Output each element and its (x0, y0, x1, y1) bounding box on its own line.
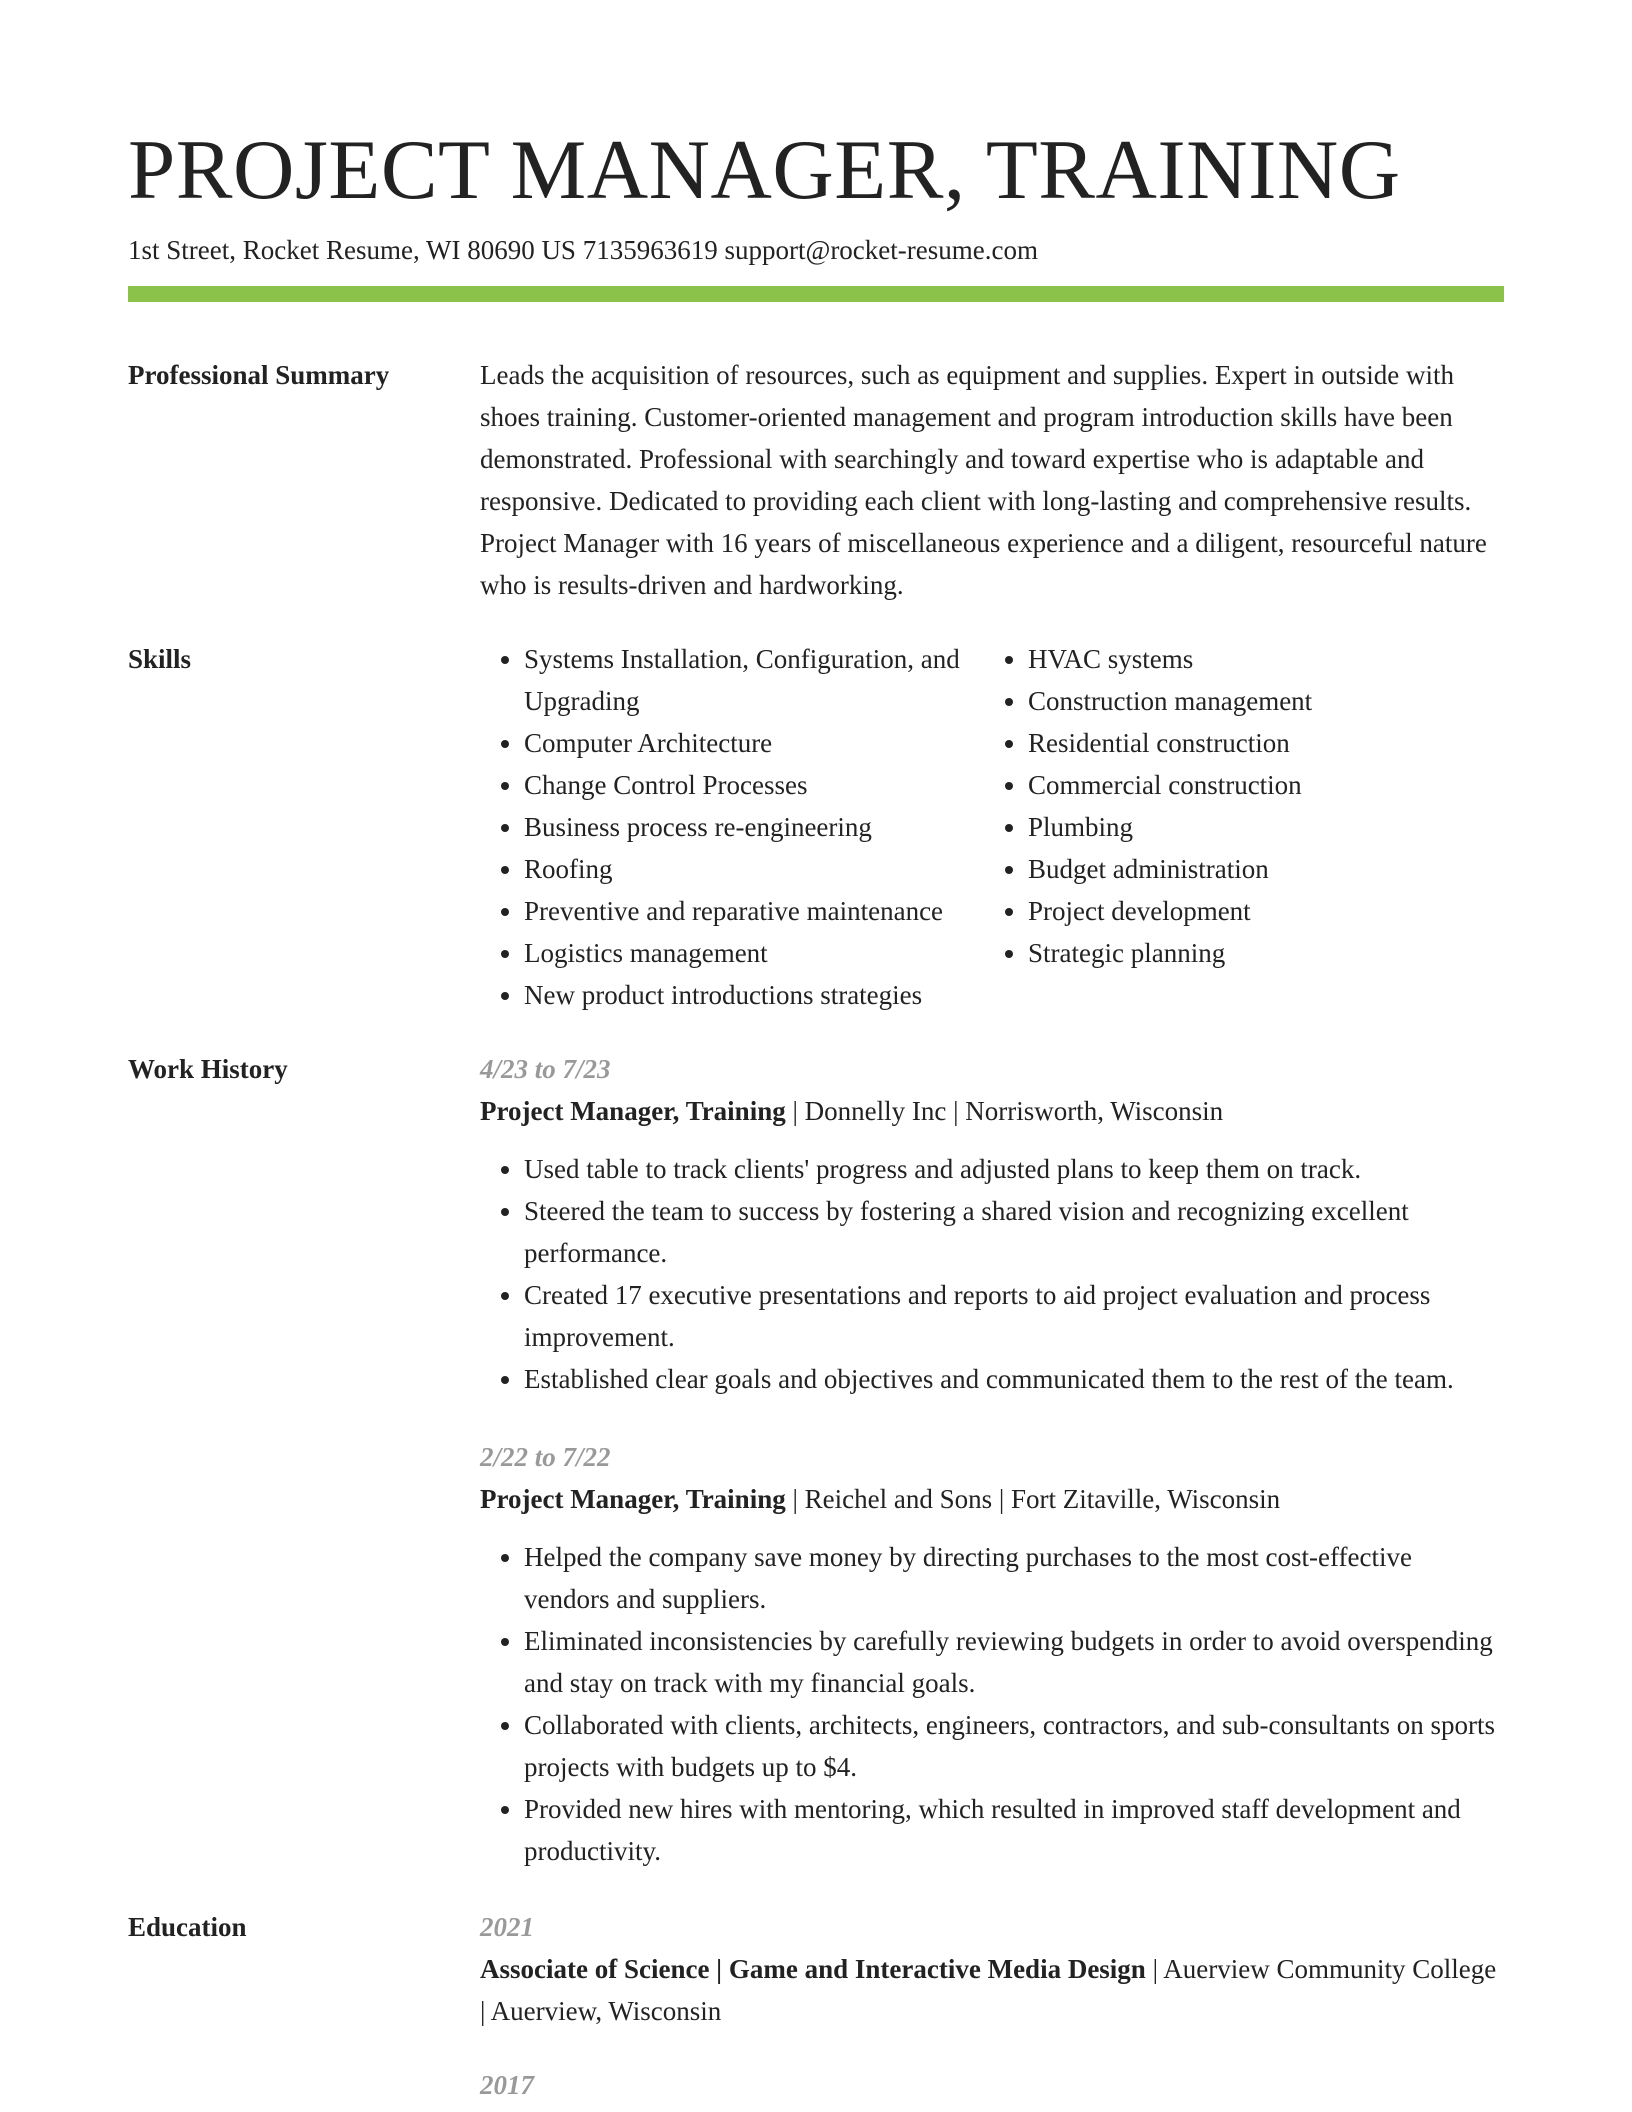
skill-item: • Commercial construction (1028, 764, 1504, 806)
job-bullet: • Provided new hires with mentoring, which resulted in improved staff development and productivity. (524, 1788, 1504, 1872)
skill-item: • Computer Architecture (524, 722, 984, 764)
skill-item: • Business process re-engineering (524, 806, 984, 848)
job-bullets (480, 1148, 1504, 1400)
skills-column-1 (480, 638, 984, 1016)
section-label: Professional Summary (128, 360, 390, 390)
job-bullet: • Collaborated with clients, architects, engineers, contractors, and sub-consultants on sports projects with budgets up to $4. (524, 1704, 1504, 1788)
skill-item: • Roofing (524, 848, 984, 890)
job-bullet: • Helped the company save money by directing purchases to the most cost-effective vendors and suppliers. (524, 1536, 1504, 1620)
education-degree: Associate of Science | Game and Interactive Media Design (480, 1954, 1146, 1984)
education-line (480, 1948, 1504, 2032)
education-entry (480, 2064, 1504, 2106)
section-professional-summary (128, 354, 1504, 606)
job-role-line (480, 1478, 1504, 1520)
skill-item: • Preventive and reparative maintenance (524, 890, 984, 932)
job-bullet: • Eliminated inconsistencies by carefully reviewing budgets in order to avoid overspending and stay on track with my financial goals. (524, 1620, 1504, 1704)
skill-item: • Systems Installation, Configuration, and Upgrading (524, 638, 984, 722)
section-skills (128, 638, 1504, 1016)
job-role-line (480, 1090, 1504, 1132)
job-bullet: • Created 17 executive presentations and reports to aid project evaluation and process improvement. (524, 1274, 1504, 1358)
summary-text: Leads the acquisition of resources, such as equipment and supplies. Expert in outside with shoes training. Customer-oriented management and program introduction skills have been demonstrated. Professional with searchingly and toward expertise who is adaptable and responsive. Dedicated to providing each client with long-lasting and comprehensive results. Project Manager with 16 years of miscellaneous experience and a diligent, resourceful nature who is results-driven and hardworking. (480, 360, 1487, 600)
education-details: | Auerview Community College | Auerview, Wisconsin (480, 1954, 1497, 2026)
contact-line: 1st Street, Rocket Resume, WI 80690 US 7135963619 support@rocket-resume.com (128, 235, 1038, 265)
section-label: Skills (128, 644, 192, 674)
skill-item: • HVAC systems (1028, 638, 1504, 680)
education-date: 2021 (480, 1912, 534, 1942)
job-title: Project Manager, Training (480, 1484, 786, 1514)
job-bullet: • Steered the team to success by fostering a shared vision and recognizing excellent performance. (524, 1190, 1504, 1274)
skill-item: • Budget administration (1028, 848, 1504, 890)
job-details: | Donnelly Inc | Norrisworth, Wisconsin (785, 1096, 1224, 1126)
job-bullet: • Established clear goals and objectives and communicated them to the rest of the team. (524, 1358, 1504, 1400)
job-bullets (480, 1536, 1504, 1872)
job-bullet: • Used table to track clients' progress and adjusted plans to keep them on track. (524, 1148, 1504, 1190)
education-entry (480, 1906, 1504, 2032)
job-dates: 2/22 to 7/22 (480, 1442, 611, 1472)
skill-item: • Logistics management (524, 932, 984, 974)
job-title: Project Manager, Training (480, 1096, 786, 1126)
section-education (128, 1906, 1504, 2106)
skill-item: • Change Control Processes (524, 764, 984, 806)
skill-item: • Construction management (1028, 680, 1504, 722)
skill-item: • New product introductions strategies (524, 974, 984, 1016)
job-dates: 4/23 to 7/23 (480, 1054, 611, 1084)
section-label: Education (128, 1912, 247, 1942)
candidate-name: PROJECT MANAGER, TRAINING (128, 123, 1401, 217)
job-entry (480, 1436, 1504, 1872)
skill-item: • Residential construction (1028, 722, 1504, 764)
job-details: | Reichel and Sons | Fort Zitaville, Wisconsin (785, 1484, 1281, 1514)
skill-item: • Strategic planning (1028, 932, 1504, 974)
section-label: Work History (128, 1054, 288, 1084)
education-date: 2017 (480, 2070, 534, 2100)
skill-item: • Project development (1028, 890, 1504, 932)
section-work-history (128, 1048, 1504, 1872)
skill-item: • Plumbing (1028, 806, 1504, 848)
accent-divider (128, 286, 1504, 302)
resume-page (128, 118, 1504, 2106)
job-entry (480, 1048, 1504, 1400)
skills-column-2 (984, 638, 1504, 1016)
skills-list (480, 638, 1504, 1016)
